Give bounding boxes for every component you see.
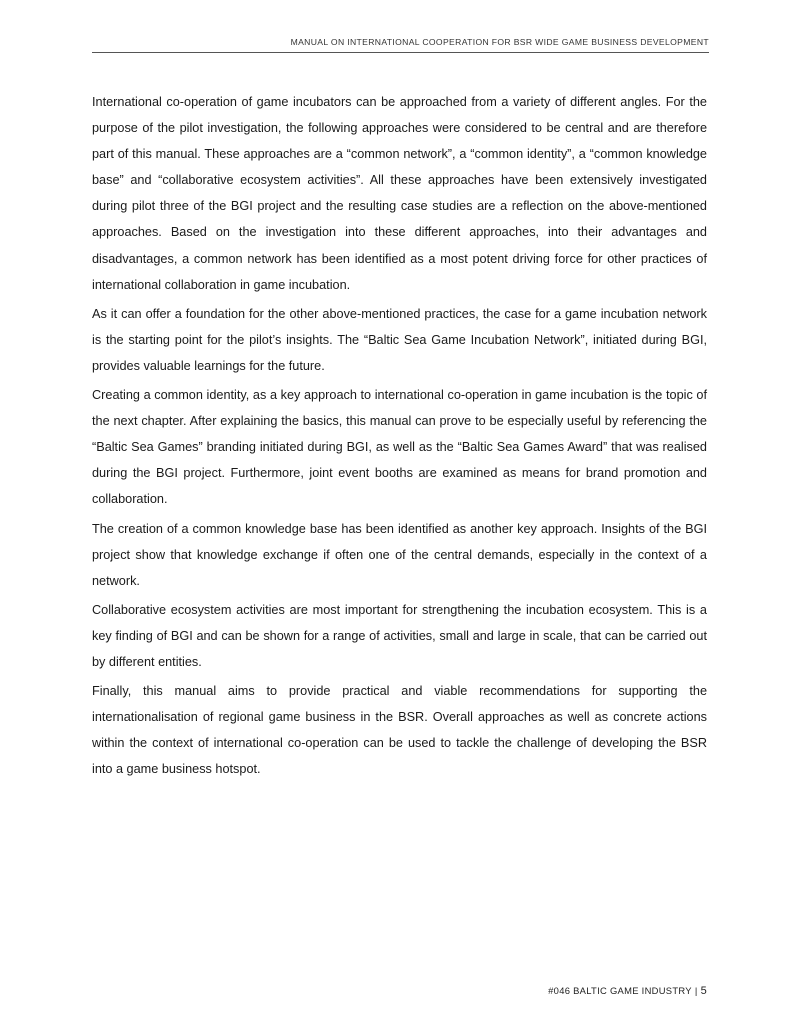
body-text [92,89,707,785]
footer-separator: | [694,985,698,996]
footer-publication: #046 BALTIC GAME INDUSTRY [548,985,692,996]
paragraph-ecosystem: Collaborative ecosystem activities are most important for strengthening the incubation ecosystem. This is a key finding of BGI and can be shown for a range of activities, small and large in scale, that can be carried out by different entities. [92,602,707,669]
paragraph-network: As it can offer a foundation for the other above-mentioned practices, the case for a game incubation network is the starting point for the pilot’s insights. The “Baltic Sea Game Incubation Network”, initiated during BGI, provides valuable learnings for the future. [92,306,707,373]
paragraph-identity: Creating a common identity, as a key approach to international co-operation in game incubation is the topic of the next chapter. After explaining the basics, this manual can prove to be especially useful by referencing the “Baltic Sea Games” branding initiated during BGI, as well as the “Baltic Sea Games Award” that was realised during the BGI project. Furthermore, joint event booths are examined as means for brand promotion and collaboration. [92,388,707,507]
paragraph-knowledge-base: The creation of a common knowledge base has been identified as another key approach. Insights of the BGI project show that knowledge exchange if often one of the central demands, especially in the context of a network. [92,521,707,588]
page-footer [548,985,707,997]
paragraph-recommendations: Finally, this manual aims to provide practical and viable recommendations for supporting the internationalisation of regional game business in the BSR. Overall approaches as well as concrete actions within the context of international co-operation can be used to tackle the challenge of developing the BSR into a game business hotspot. [92,684,707,777]
running-header: MANUAL ON INTERNATIONAL COOPERATION FOR BSR WIDE GAME BUSINESS DEVELOPMENT [290,37,709,47]
header-divider [92,52,709,53]
page-number: 5 [700,985,707,997]
paragraph-approaches: International co-operation of game incubators can be approached from a variety of different angles. For the purpose of the pilot investigation, the following approaches were considered to be central and are therefore part of this manual. These approaches are a “common network”, a “common identity”, a “common knowledge base” and “collaborative ecosystem activities”. All these approaches have been extensively investigated during pilot three of the BGI project and the resulting case studies are a reflection on the above-mentioned approaches. Based on the investigation into these different approaches, into their advantages and disadvantages, a common network has been identified as a most potent driving force for other practices of international collaboration in game incubation. [92,95,707,292]
